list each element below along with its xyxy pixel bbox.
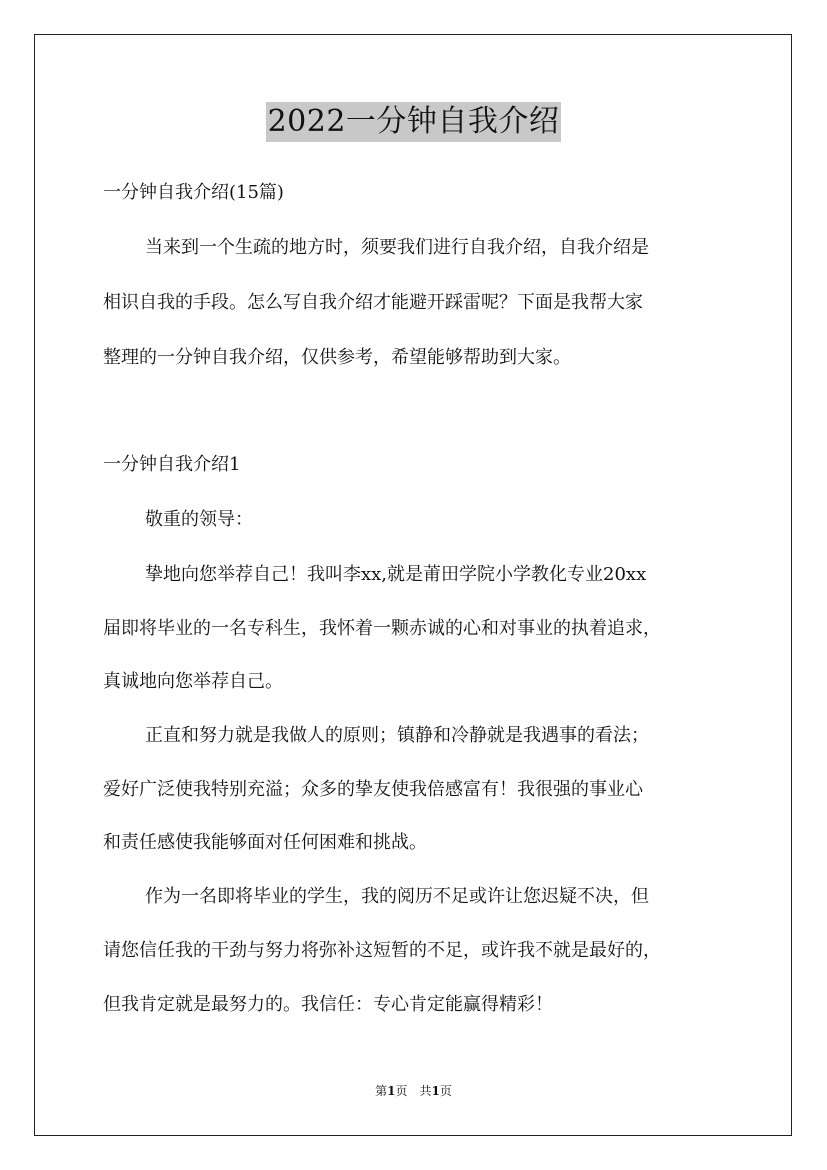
title-wrap [0, 102, 827, 142]
footer-page-total: 1 [431, 1084, 440, 1098]
paragraph-line: 相识自我的手段。怎么写自我介绍才能避开踩雷呢？下面是我帮大家 [103, 292, 643, 313]
paragraph-line: 请您信任我的干劲与努力将弥补这短暂的不足，或许我不就是最好的， [103, 940, 661, 961]
paragraph-line: 整理的一分钟自我介绍，仅供参考，希望能够帮助到大家。 [103, 347, 571, 368]
footer-prefix: 第 [375, 1084, 388, 1098]
paragraph-line: 但我肯定就是最努力的。我信任：专心肯定能赢得精彩！ [103, 994, 553, 1015]
salutation-line: 敬重的领导： [145, 509, 253, 530]
section-heading: 一分钟自我介绍1 [103, 454, 241, 475]
document-title: 2022一分钟自我介绍 [266, 102, 562, 142]
paragraph-line: 当来到一个生疏的地方时，须要我们进行自我介绍，自我介绍是 [145, 237, 649, 258]
footer-page-number: 1 [387, 1084, 396, 1098]
paragraph-line: 挚地向您举荐自己！我叫李xx,就是莆田学院小学教化专业20xx [145, 564, 647, 585]
paragraph-line: 作为一名即将毕业的学生，我的阅历不足或许让您迟疑不决，但 [145, 886, 649, 907]
page-footer [0, 1083, 827, 1099]
subtitle-line: 一分钟自我介绍(15篇) [103, 182, 284, 203]
paragraph-line: 正直和努力就是我做人的原则；镇静和冷静就是我遇事的看法； [145, 725, 649, 746]
paragraph-line: 和责任感使我能够面对任何困难和挑战。 [103, 832, 427, 853]
footer-mid: 页 共 [395, 1084, 432, 1098]
paragraph-line: 爱好广泛使我特别充溢；众多的挚友使我倍感富有！我很强的事业心 [103, 779, 643, 800]
paragraph-line: 届即将毕业的一名专科生，我怀着一颗赤诚的心和对事业的执着追求， [103, 618, 661, 639]
footer-suffix: 页 [439, 1084, 452, 1098]
paragraph-line: 真诚地向您举荐自己。 [103, 671, 283, 692]
